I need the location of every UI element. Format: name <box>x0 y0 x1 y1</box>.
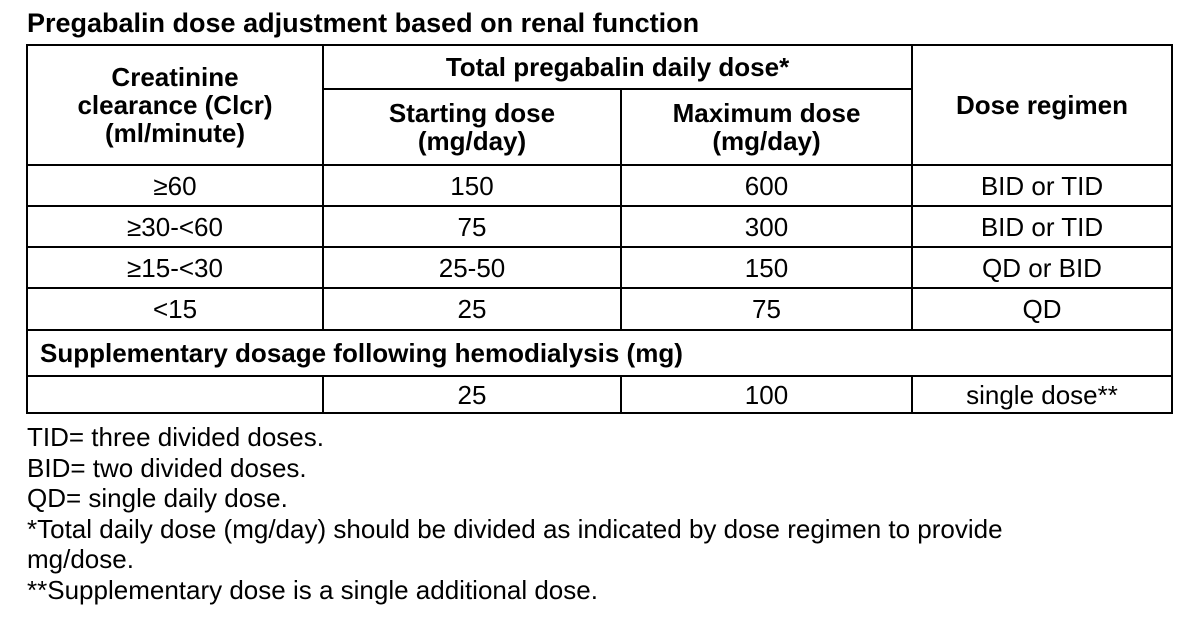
footnote-supplementary: **Supplementary dose is a single additional dose. <box>27 574 598 605</box>
supplementary-maximum-cell: 100 <box>621 376 912 413</box>
footnote-bid: BID= two divided doses. <box>27 452 307 483</box>
table-row <box>27 165 1172 206</box>
supplementary-dosage-heading: Supplementary dosage following hemodialysis (mg) <box>27 330 1172 376</box>
renal-dosing-table <box>26 44 1173 414</box>
supplementary-starting-cell: 25 <box>323 376 621 413</box>
header-creatinine-clearance: Creatinine clearance (Clcr) (ml/minute) <box>27 45 323 165</box>
clcr-cell: ≥30-<60 <box>27 206 323 247</box>
maximum-dose-cell: 150 <box>621 247 912 288</box>
starting-dose-cell: 75 <box>323 206 621 247</box>
dose-regimen-cell: QD <box>912 288 1172 330</box>
clcr-cell: ≥15-<30 <box>27 247 323 288</box>
dose-regimen-cell: BID or TID <box>912 206 1172 247</box>
footnote-total-daily-dose: *Total daily dose (mg/day) should be divided as indicated by dose regimen to provide <box>27 513 1003 544</box>
header-total-daily-dose: Total pregabalin daily dose* <box>323 45 912 89</box>
document-title: Pregabalin dose adjustment based on renal function <box>27 8 700 38</box>
starting-dose-cell: 150 <box>323 165 621 206</box>
supplementary-empty-cell <box>27 376 323 413</box>
table-row <box>27 206 1172 247</box>
starting-dose-cell: 25-50 <box>323 247 621 288</box>
footnotes <box>27 422 1195 605</box>
header-dose-regimen: Dose regimen <box>912 45 1172 165</box>
dose-regimen-cell: BID or TID <box>912 165 1172 206</box>
supplementary-row <box>27 376 1172 413</box>
maximum-dose-cell: 75 <box>621 288 912 330</box>
clcr-cell: ≥60 <box>27 165 323 206</box>
footnote-tid: TID= three divided doses. <box>27 422 324 452</box>
header-starting-dose: Starting dose (mg/day) <box>323 89 621 165</box>
footnote-total-daily-dose-cont: mg/dose. <box>27 544 134 574</box>
starting-dose-cell: 25 <box>323 288 621 330</box>
header-maximum-dose: Maximum dose (mg/day) <box>621 89 912 165</box>
maximum-dose-cell: 600 <box>621 165 912 206</box>
table-row <box>27 288 1172 330</box>
maximum-dose-cell: 300 <box>621 206 912 247</box>
dose-regimen-cell: QD or BID <box>912 247 1172 288</box>
table-row <box>27 247 1172 288</box>
clcr-cell: <15 <box>27 288 323 330</box>
footnote-qd: QD= single daily dose. <box>27 483 288 513</box>
supplementary-regimen-cell: single dose** <box>912 376 1172 413</box>
